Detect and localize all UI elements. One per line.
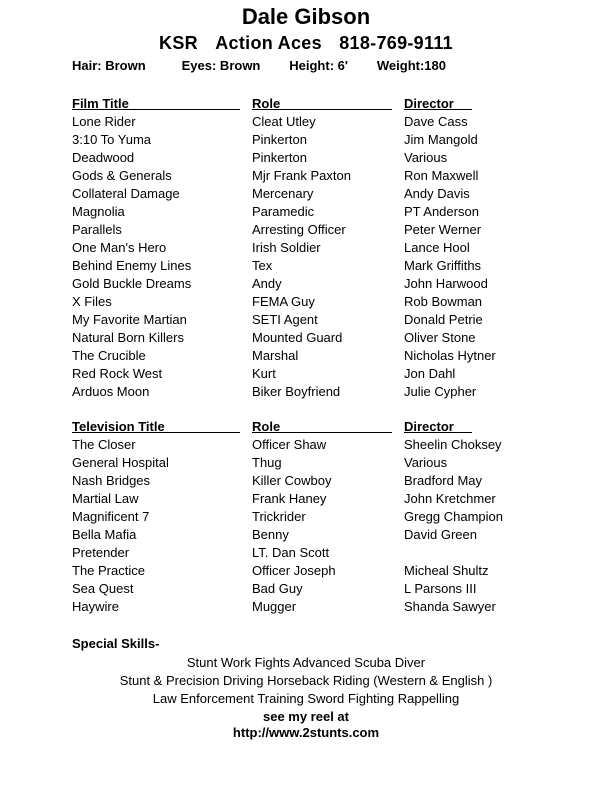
skill-line: Stunt Work Fights Advanced Scuba Diver — [186, 655, 426, 670]
credit-role: Mjr Frank Paxton — [252, 168, 351, 183]
credit-title: Magnificent 7 — [72, 509, 150, 524]
credit-director: Andy Davis — [404, 186, 470, 201]
credit-role: Kurt — [252, 366, 276, 381]
credit-title: Gods & Generals — [72, 168, 172, 183]
stat-hair: Hair: Brown — [72, 58, 146, 73]
film-header-row — [0, 96, 612, 114]
credit-role: Benny — [252, 527, 289, 542]
physical-stats — [72, 58, 446, 73]
credit-title: The Closer — [72, 437, 136, 452]
credit-role: Trickrider — [252, 509, 306, 524]
credit-title: Nash Bridges — [72, 473, 151, 488]
credit-row — [0, 545, 612, 563]
credit-director: Various — [404, 150, 448, 165]
credit-row — [0, 204, 612, 222]
credit-title: Magnolia — [72, 204, 125, 219]
film-role-header: Role — [252, 96, 281, 111]
credit-title: One Man's Hero — [72, 240, 167, 255]
credit-title: Haywire — [72, 599, 119, 614]
credit-role: Killer Cowboy — [252, 473, 332, 488]
tv-title-header: Television Title — [72, 419, 165, 434]
credit-director: Julie Cypher — [404, 384, 477, 399]
credit-director: Various — [404, 455, 448, 470]
credit-role: Pinkerton — [252, 150, 307, 165]
credit-role: Mercenary — [252, 186, 314, 201]
credit-role: Pinkerton — [252, 132, 307, 147]
credit-title: The Crucible — [72, 348, 146, 363]
stat-eyes: Eyes: Brown — [181, 58, 261, 73]
credit-title: Pretender — [72, 545, 130, 560]
credit-role: Frank Haney — [252, 491, 327, 506]
stat-height: Height: 6' — [289, 58, 348, 73]
skill-line: Stunt & Precision Driving Horseback Riding (Western & English ) — [119, 673, 493, 688]
film-director-header: Director — [404, 96, 454, 111]
film-director-underline — [404, 109, 472, 110]
credit-title: Natural Born Killers — [72, 330, 184, 345]
credit-director: John Harwood — [404, 276, 488, 291]
credit-role: Biker Boyfriend — [252, 384, 341, 399]
agency-line — [0, 33, 612, 54]
credit-director: Mark Griffiths — [404, 258, 482, 273]
credit-title: Sea Quest — [72, 581, 134, 596]
credit-director: Nicholas Hytner — [404, 348, 496, 363]
credit-role: Irish Soldier — [252, 240, 321, 255]
credit-director: Gregg Champion — [404, 509, 503, 524]
credit-title: Martial Law — [72, 491, 139, 506]
film-role-underline — [252, 109, 392, 110]
skills-title: Special Skills- — [72, 636, 160, 651]
credit-role: LT. Dan Scott — [252, 545, 330, 560]
credit-role: Mounted Guard — [252, 330, 343, 345]
credit-row — [0, 312, 612, 330]
credit-role: Bad Guy — [252, 581, 303, 596]
credit-title: Lone Rider — [72, 114, 136, 129]
credit-row — [0, 132, 612, 150]
credit-director: Oliver Stone — [404, 330, 476, 345]
credit-title: Parallels — [72, 222, 122, 237]
credit-row — [0, 240, 612, 258]
credit-row — [0, 527, 612, 545]
skill-line: Law Enforcement Training Sword Fighting Rappelling — [152, 691, 460, 706]
film-title-underline — [72, 109, 240, 110]
credit-row — [0, 455, 612, 473]
credit-row — [0, 186, 612, 204]
credit-role: Paramedic — [252, 204, 315, 219]
credit-row — [0, 366, 612, 384]
credit-title: My Favorite Martian — [72, 312, 187, 327]
credit-director: Lance Hool — [404, 240, 470, 255]
credit-row — [0, 473, 612, 491]
credit-row — [0, 258, 612, 276]
credit-role: Tex — [252, 258, 273, 273]
credit-role: Officer Shaw — [252, 437, 327, 452]
credit-row — [0, 563, 612, 581]
credit-row — [0, 276, 612, 294]
credit-row — [0, 150, 612, 168]
tv-role-header: Role — [252, 419, 281, 434]
credit-row — [0, 437, 612, 455]
credit-role: SETI Agent — [252, 312, 318, 327]
credit-row — [0, 222, 612, 240]
credit-role: FEMA Guy — [252, 294, 315, 309]
credit-title: Collateral Damage — [72, 186, 180, 201]
credit-title: Deadwood — [72, 150, 135, 165]
agency-name: Action Aces — [215, 33, 322, 53]
stat-weight: Weight:180 — [376, 58, 446, 73]
performer-name: Dale Gibson — [241, 4, 371, 29]
credit-director: Dave Cass — [404, 114, 468, 129]
credit-director: PT Anderson — [404, 204, 479, 219]
agency-phone: 818-769-9111 — [339, 33, 453, 53]
film-title-header: Film Title — [72, 96, 129, 111]
credit-row — [0, 491, 612, 509]
credit-title: Gold Buckle Dreams — [72, 276, 192, 291]
tv-header-row — [0, 419, 612, 437]
credit-role: Andy — [252, 276, 282, 291]
credit-row — [0, 330, 612, 348]
credit-row — [0, 581, 612, 599]
agency-abbrev: KSR — [159, 33, 198, 53]
reel-label: see my reel at — [262, 709, 349, 724]
credit-director: Donald Petrie — [404, 312, 483, 327]
credit-row — [0, 599, 612, 617]
credit-role: Mugger — [252, 599, 297, 614]
tv-director-header: Director — [404, 419, 454, 434]
credit-row — [0, 509, 612, 527]
credit-director: Micheal Shultz — [404, 563, 489, 578]
credit-row — [0, 348, 612, 366]
credit-director: Shanda Sawyer — [404, 599, 496, 614]
credit-row — [0, 384, 612, 402]
credit-role: Cleat Utley — [252, 114, 316, 129]
credit-title: Red Rock West — [72, 366, 163, 381]
credit-row — [0, 168, 612, 186]
credit-director: Peter Werner — [404, 222, 482, 237]
credit-role: Marshal — [252, 348, 299, 363]
credit-director: Rob Bowman — [404, 294, 483, 309]
credit-role: Officer Joseph — [252, 563, 336, 578]
credit-director: John Kretchmer — [404, 491, 496, 506]
tv-title-underline — [72, 432, 240, 433]
credit-title: Bella Mafia — [72, 527, 137, 542]
credit-title: Arduos Moon — [72, 384, 150, 399]
credit-title: X Files — [72, 294, 112, 309]
credit-role: Thug — [252, 455, 282, 470]
credit-director: Sheelin Choksey — [404, 437, 502, 452]
credit-director: Bradford May — [404, 473, 483, 488]
credit-director: Jim Mangold — [404, 132, 478, 147]
credit-director: L Parsons III — [404, 581, 477, 596]
reel-url: http://www.2stunts.com — [232, 725, 380, 740]
credit-title: Behind Enemy Lines — [72, 258, 192, 273]
credit-row — [0, 294, 612, 312]
tv-role-underline — [252, 432, 392, 433]
tv-director-underline — [404, 432, 472, 433]
credit-director: Ron Maxwell — [404, 168, 479, 183]
credit-title: General Hospital — [72, 455, 169, 470]
credit-director: David Green — [404, 527, 477, 542]
credit-title: The Practice — [72, 563, 145, 578]
credit-title: 3:10 To Yuma — [72, 132, 152, 147]
credit-row — [0, 114, 612, 132]
credit-director: Jon Dahl — [404, 366, 456, 381]
credit-role: Arresting Officer — [252, 222, 346, 237]
